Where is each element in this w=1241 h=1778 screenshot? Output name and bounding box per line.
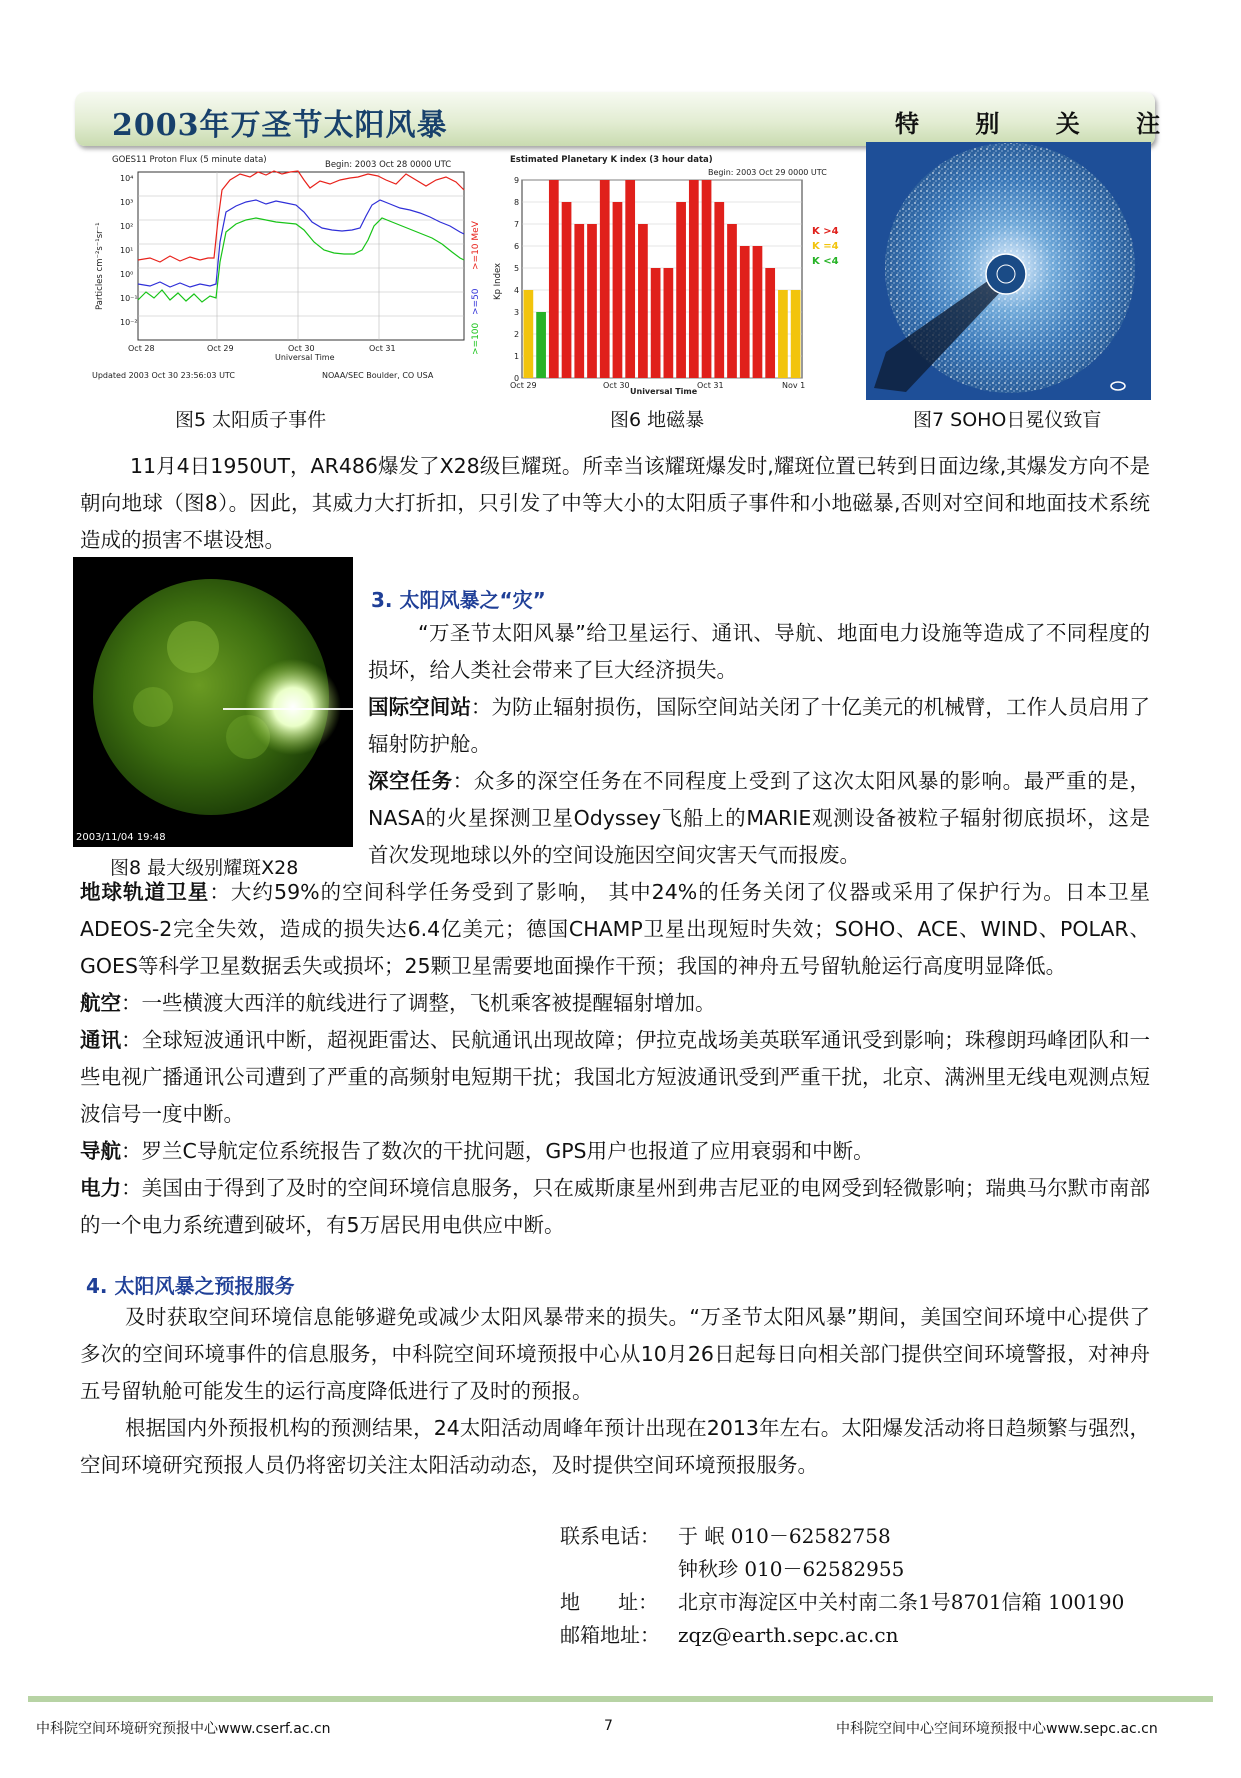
section-4-paragraph-2: 根据国内外预报机构的预测结果，24太阳活动周峰年预计出现在2013年左右。太阳爆发活动将日趋频繁与强烈，空间环境研究预报人员仍将密切关注太阳活动动态，及时提供空间环境预报服务。 xyxy=(80,1416,1150,1477)
kp-bar xyxy=(765,268,775,378)
kp-bar xyxy=(536,312,546,378)
footer-right-link[interactable]: 中科院空间中心空间环境预报中心www.sepc.ac.cn xyxy=(836,1721,1158,1737)
proton-flux-chart xyxy=(90,150,490,395)
y-tick: 8 xyxy=(514,198,520,207)
address: 北京市海淀区中关村南二条1号8701信箱 100190 xyxy=(678,1590,1125,1614)
y-tick: 10² xyxy=(120,222,134,231)
y-tick: 10⁻² xyxy=(120,318,138,327)
power-text: ：美国由于得到了及时的空间环境信息服务，只在威斯康星州到弗吉尼亚的电网受到轻微影响；瑞典马尔默市南部的一个电力系统遭到破坏，有5万居民用电供应中断。 xyxy=(80,1176,1151,1237)
kp-bar xyxy=(702,180,712,378)
x-axis-label: Universal Time xyxy=(275,353,335,362)
chart-begin: Begin: 2003 Oct 29 0000 UTC xyxy=(708,168,827,177)
kp-bar xyxy=(651,268,661,378)
credit-note: NOAA/SEC Boulder, CO USA xyxy=(322,371,434,380)
y-tick: 2 xyxy=(514,330,520,339)
x-axis-label: Universal Time xyxy=(630,387,698,395)
x-tick: Oct 31 xyxy=(697,381,724,390)
kp-bar xyxy=(753,246,763,378)
legend-k-lt4: K <4 xyxy=(812,256,839,267)
kp-bar xyxy=(638,224,648,378)
communication-paragraph xyxy=(80,1022,1150,1133)
kp-bar xyxy=(791,290,801,378)
kp-bar xyxy=(664,268,674,378)
x-tick: Oct 28 xyxy=(128,344,155,353)
kp-bar xyxy=(625,180,635,378)
comm-text: ：全球短波通讯中断，超视距雷达、民航通讯出现故障；伊拉克战场美英联军通讯受到影响；珠穆朗玛峰团队和一些电视广播通讯公司遭到了严重的高频射电短期干扰；我国北方短波通讯受到严重干扰，北京、满洲里无线电观测点短波信号一度中断。 xyxy=(80,1028,1151,1126)
phone-label: 联系电话： xyxy=(560,1524,660,1548)
comm-label: 通讯 xyxy=(80,1028,122,1052)
navigation-paragraph xyxy=(80,1133,1150,1170)
y-axis-label: Kp Index xyxy=(493,262,503,300)
flare-x28-image xyxy=(73,557,353,847)
x-tick: Oct 30 xyxy=(603,381,630,390)
email-link[interactable]: zqz@earth.sepc.ac.cn xyxy=(678,1623,899,1647)
fig5-caption: 图5 太阳质子事件 xyxy=(175,409,327,431)
footer-divider xyxy=(28,1696,1213,1702)
fig7-caption: 图7 SOHO日冕仪致盲 xyxy=(913,409,1102,431)
address-label: 地 址： xyxy=(560,1590,659,1614)
page-title: 2003年万圣节太阳风暴 xyxy=(112,108,448,143)
orbit-paragraph xyxy=(80,874,1150,985)
chart-begin: Begin: 2003 Oct 28 0000 UTC xyxy=(325,160,452,170)
iss-label: 国际空间站 xyxy=(368,695,471,719)
y-axis-label: Particles cm⁻²s⁻¹sr⁻¹ xyxy=(95,222,105,310)
footer-left-link[interactable]: 中科院空间环境研究预报中心www.cserf.ac.cn xyxy=(36,1721,331,1737)
deep-label: 深空任务 xyxy=(368,769,453,793)
legend-p100: >=100 xyxy=(471,322,481,355)
kp-bar xyxy=(689,180,699,378)
x-tick: Oct 30 xyxy=(288,344,315,353)
nav-text: ：罗兰C导航定位系统报告了数次的干扰问题，GPS用户也报道了应用衰弱和中断。 xyxy=(121,1139,874,1163)
legend-p50: >=50 xyxy=(471,288,481,315)
iss-paragraph xyxy=(368,689,1150,763)
intro-paragraph: 11月4日1950UT，AR486爆发了X28级巨耀斑。所幸当该耀斑爆发时,耀斑位置已转到日面边缘,其爆发方向不是朝向地球（图8）。因此，其威力大打折扣，只引发了中等大小的太阳质子事件和小地磁暴,否则对空间和地面技术系统造成的损害不堪设想。 xyxy=(80,454,1150,552)
kp-bar xyxy=(613,202,623,378)
orbit-text: ：大约59%的空间科学任务受到了影响， 其中24%的任务关闭了仪器或采用了保护行为。日本卫星ADEOS-2完全失效，造成的损失达6.4亿美元；德国CHAMP卫星出现短时失效；SOHO、ACE、WIND、POLAR、GOES等科学卫星数据丢失或损坏；25颗卫星需要地面操作干预；我国的神舟五号留轨舱运行高度明显降低。 xyxy=(80,880,1150,978)
updated-note: Updated 2003 Oct 30 23:56:03 UTC xyxy=(92,371,235,380)
kp-bar xyxy=(740,246,750,378)
aviation-label: 航空 xyxy=(80,991,121,1015)
image-timestamp: 2003/11/04 19:48 xyxy=(76,832,166,843)
y-tick: 10³ xyxy=(120,198,134,207)
y-tick: 10⁰ xyxy=(120,270,134,279)
kp-bar xyxy=(714,202,724,378)
power-label: 电力 xyxy=(80,1176,122,1200)
deep-space-paragraph xyxy=(368,763,1150,874)
nav-label: 导航 xyxy=(80,1139,121,1163)
x-tick: Oct 31 xyxy=(369,344,396,353)
chart-title: GOES11 Proton Flux (5 minute data) xyxy=(112,155,267,165)
kp-bar xyxy=(549,180,559,378)
aviation-text: ：一些横渡大西洋的航线进行了调整，飞机乘客被提醒辐射增加。 xyxy=(121,991,716,1015)
soho-coronagraph-image xyxy=(866,142,1151,400)
power-paragraph xyxy=(80,1170,1150,1244)
kp-index-chart xyxy=(490,150,845,395)
y-tick: 5 xyxy=(514,264,520,273)
page-number: 7 xyxy=(604,1718,613,1734)
email-label: 邮箱地址： xyxy=(560,1623,660,1647)
aviation-paragraph xyxy=(80,985,1150,1022)
section-4-heading: 4. 太阳风暴之预报服务 xyxy=(86,1274,295,1298)
section-3-paragraph: “万圣节太阳风暴”给卫星运行、通讯、导航、地面电力设施等造成了不同程度的损坏，给人类社会带来了巨大经济损失。 xyxy=(368,621,1150,682)
kp-bar xyxy=(600,180,610,378)
y-tick: 0 xyxy=(514,374,520,383)
kp-bar xyxy=(562,202,572,378)
fig6-caption: 图6 地磁暴 xyxy=(610,409,705,431)
orbit-label: 地球轨道卫星 xyxy=(80,880,210,904)
x-tick: Nov 1 xyxy=(782,381,806,390)
legend-k-eq4: K =4 xyxy=(812,241,839,252)
y-tick: 10¹ xyxy=(120,246,134,255)
kp-bar xyxy=(574,224,584,378)
kp-bar xyxy=(587,224,597,378)
y-tick: 10⁴ xyxy=(120,174,134,183)
y-tick: 3 xyxy=(514,308,520,317)
kp-bar xyxy=(676,202,686,378)
fig8-caption: 图8 最大级别耀斑X28 xyxy=(110,857,299,879)
phone-2: 钟秋珍 010－62582955 xyxy=(678,1557,905,1581)
section-4-paragraph-1: 及时获取空间环境信息能够避免或减少太阳风暴带来的损失。“万圣节太阳风暴”期间，美国空间环境中心提供了多次的空间环境事件的信息服务，中科院空间环境预报中心从10月26日起每日向相关部门提供空间环境警报，对神舟五号留轨舱可能发生的运行高度降低进行了及时的预报。 xyxy=(80,1305,1150,1403)
legend-p10: >=10 MeV xyxy=(471,221,481,270)
kp-bar xyxy=(727,224,737,378)
legend-k-gt4: K >4 xyxy=(812,226,839,237)
kp-bar xyxy=(524,290,534,378)
x-tick: Oct 29 xyxy=(510,381,537,390)
y-tick: 10⁻¹ xyxy=(120,294,138,303)
chart-title: Estimated Planetary K index (3 hour data) xyxy=(510,155,713,165)
y-tick: 4 xyxy=(514,286,520,295)
kp-bar xyxy=(778,290,788,378)
x-tick: Oct 29 xyxy=(207,344,234,353)
y-tick: 7 xyxy=(514,220,520,229)
phone-1: 于 岷 010－62582758 xyxy=(678,1524,891,1548)
iss-text: ：为防止辐射损伤，国际空间站关闭了十亿美元的机械臂，工作人员启用了辐射防护舱。 xyxy=(368,695,1150,756)
section-tag: 特 别 关 注 xyxy=(895,110,1185,138)
deep-text: ：众多的深空任务在不同程度上受到了这次太阳风暴的影响。最严重的是，NASA的火星探测卫星Odyssey飞船上的MARIE观测设备被粒子辐射彻底损坏，这是首次发现地球以外的空间设施因空间灾害天气而报废。 xyxy=(368,769,1151,867)
y-tick: 9 xyxy=(514,176,520,185)
section-3-heading: 3. 太阳风暴之“灾” xyxy=(371,588,546,612)
y-tick: 1 xyxy=(514,352,520,361)
y-tick-group xyxy=(514,176,519,383)
y-tick: 6 xyxy=(514,242,520,251)
